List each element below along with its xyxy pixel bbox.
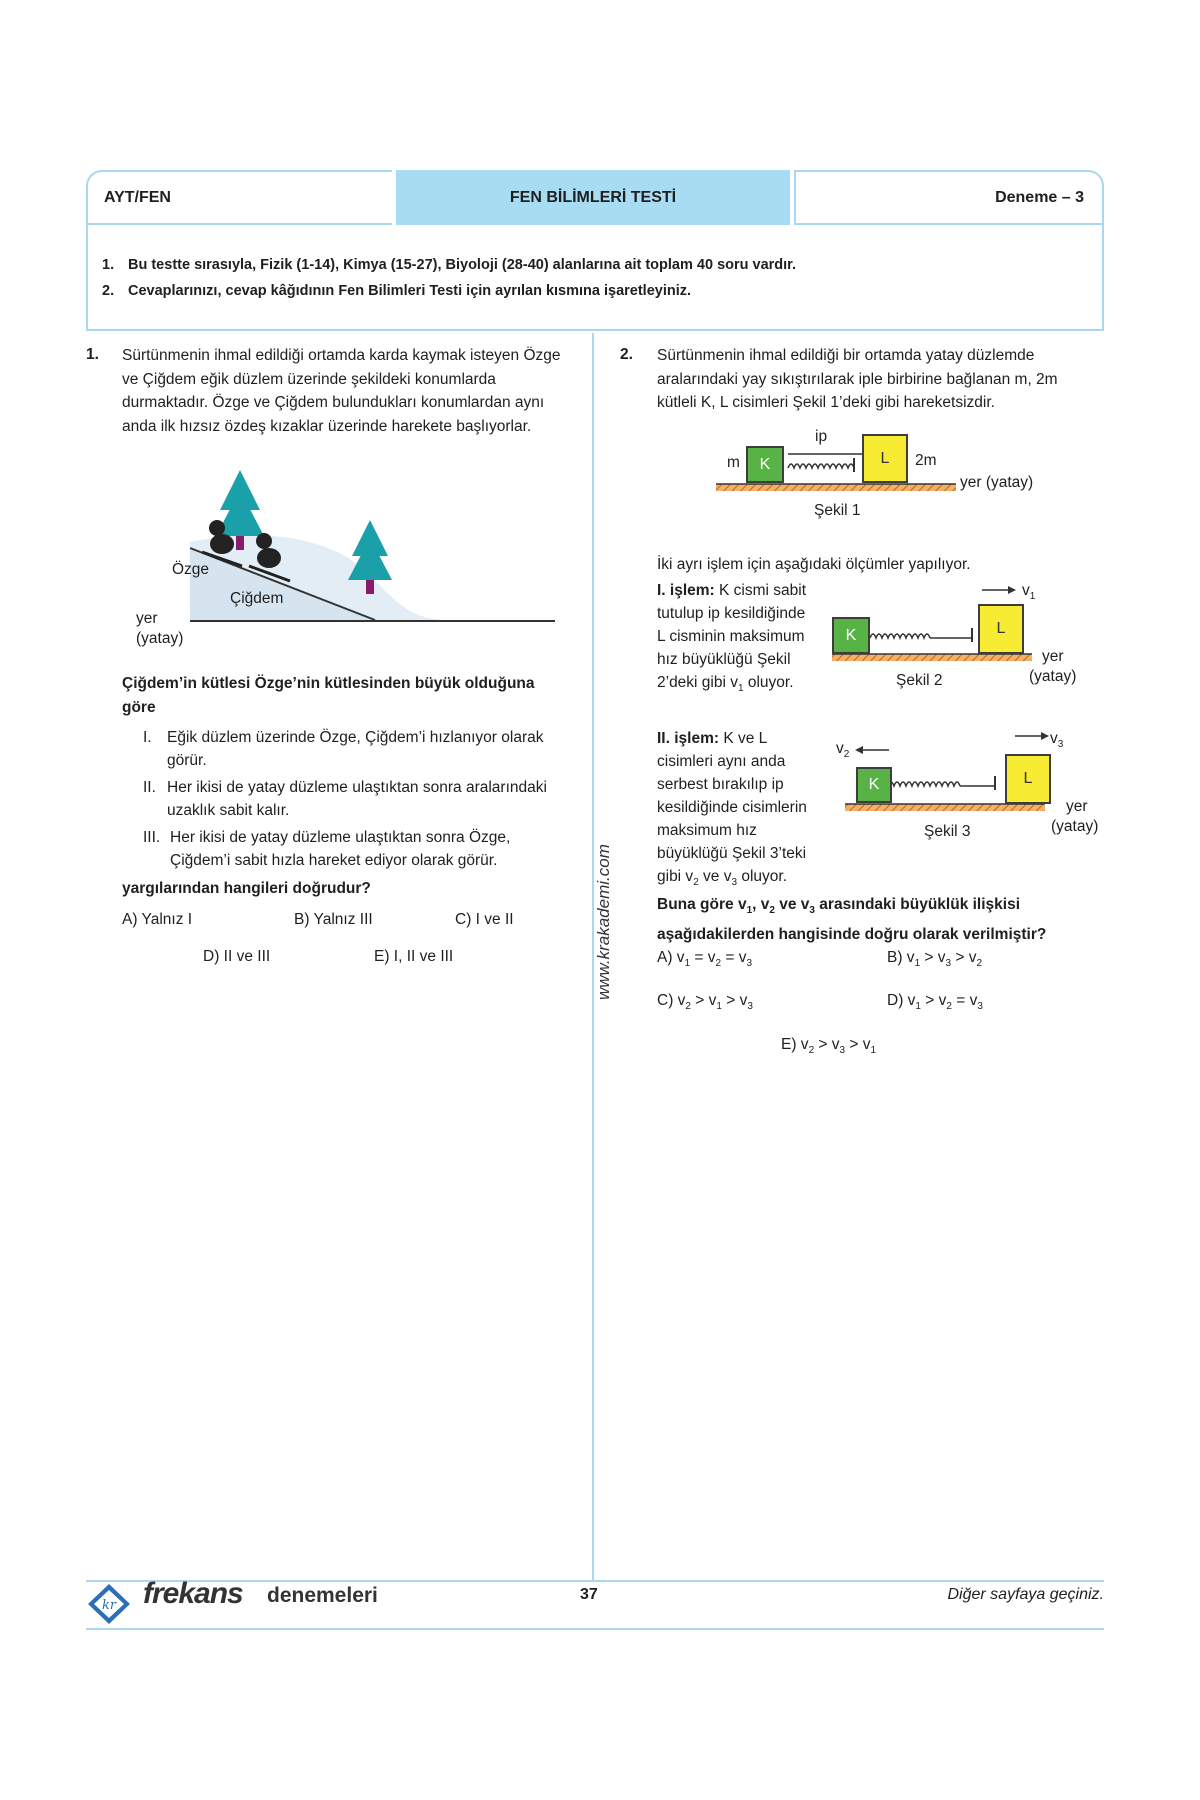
step-2-line: cisimleri aynı anda	[657, 753, 786, 770]
step-2-line: kesildiğinde cisimlerin	[657, 799, 807, 816]
subscript: 1	[716, 1001, 722, 1013]
instruction-text: Cevaplarınızı, cevap kâğıdının Fen Bilimleri Testi için ayrılan kısmına işaretleyiniz.	[128, 283, 692, 299]
option-d[interactable]: D) II ve III	[203, 948, 271, 965]
subscript: 1	[738, 683, 744, 695]
option-text: C) v	[657, 992, 686, 1009]
option-e[interactable]	[781, 1036, 876, 1056]
logo-mark-text: kr	[101, 1598, 117, 1613]
subscript: 2	[843, 749, 850, 761]
ground-label-horizontal: (yatay)	[1051, 818, 1099, 835]
step-1-line: oluyor.	[743, 674, 794, 691]
instruction-number: 1.	[102, 257, 115, 273]
step-2-line: ve v	[698, 868, 732, 885]
ask-text: aşağıdakilerden hangisinde doğru olarak verilmiştir?	[657, 925, 1047, 943]
ask-text: Buna göre v	[657, 896, 747, 913]
cigdem-label: Çiğdem	[230, 590, 284, 607]
subscript: 1	[870, 1045, 877, 1057]
step-1-line: hız büyüklüğü Şekil	[657, 651, 791, 668]
option-e[interactable]: E) I, II ve III	[374, 948, 454, 965]
instruction-item	[102, 252, 1102, 278]
step-1-line: L cisminin maksimum	[657, 628, 805, 645]
test-header	[86, 170, 1104, 225]
option-text: A) v	[657, 949, 685, 966]
block-l: L	[1005, 754, 1051, 804]
option-text: > v	[690, 992, 717, 1009]
option-a[interactable]: A) Yalnız I	[122, 911, 193, 928]
subscript: 2	[808, 1045, 815, 1057]
step-1-line: 2’deki gibi v	[657, 674, 738, 691]
step-2-line: serbest bırakılıp ip	[657, 776, 784, 793]
instruction-number: 2.	[102, 283, 115, 299]
question-1-text: Sürtünmenin ihmal edildiği ortamda karda kaymak isteyen Özge ve Çiğdem eğik düzlem üzerinde şekildeki konumlarda durmaktadır. Özge ve Çiğdem bulundukları konumlardan aynı anda ilk hızsız özdeş kızaklar üzerinde harekete başlıyorlar.	[122, 347, 561, 435]
subscript: 2	[946, 1001, 952, 1013]
header-exam-name: AYT/FEN	[86, 170, 392, 225]
option-text: > v	[721, 992, 748, 1009]
step-1-line: tutulup ip kesildiğinde	[657, 605, 806, 622]
statement-item	[143, 726, 563, 772]
ground-label: yer	[136, 610, 158, 627]
option-text: = v	[721, 949, 747, 966]
ground-label-horizontal: (yatay)	[136, 630, 184, 647]
figure-2-caption: Şekil 2	[896, 672, 943, 689]
velocity-symbol: v	[1050, 730, 1058, 747]
header-test-title: FEN BİLİMLERİ TESTİ	[396, 170, 790, 225]
statement-item	[143, 776, 563, 822]
option-b[interactable]	[887, 949, 982, 969]
subscript: 1	[915, 1001, 921, 1013]
instructions-box	[86, 224, 1104, 331]
instruction-text: Bu testte sırasıyla, Fizik (1-14), Kimya (15-27), Biyoloji (28-40) alanlarına ait toplam 40 soru vardır.	[128, 257, 797, 273]
subscript: 3	[809, 905, 815, 917]
footer-bottom-rule	[86, 1628, 1104, 1630]
statement-number: II.	[143, 779, 156, 796]
step-2-line: K ve L	[723, 730, 768, 747]
ask-text: ve v	[774, 896, 810, 913]
option-b[interactable]: B) Yalnız III	[294, 911, 373, 928]
brand-subtitle: denemeleri	[267, 1584, 378, 1607]
ground-label-horizontal: (yatay)	[1029, 668, 1077, 685]
ground-label: yer (yatay)	[960, 474, 1034, 491]
figure-1-caption: Şekil 1	[814, 502, 861, 519]
string-label: ip	[815, 428, 828, 445]
question-1-prompt: Çiğdem’in kütlesi Özge’nin kütlesinden büyük olduğuna göre	[122, 675, 535, 716]
ask-text: arasındaki büyüklük ilişkisi	[814, 896, 1021, 913]
subscript: 2	[685, 1001, 691, 1013]
option-text: > v	[920, 992, 947, 1009]
subscript: 3	[839, 1045, 846, 1057]
step-2-line: oluyor.	[737, 868, 788, 885]
statement-text: Her ikisi de yatay düzleme ulaştıktan sonra aralarındaki uzaklık sabit kalır.	[167, 779, 547, 819]
next-page-note: Diğer sayfaya geçiniz.	[947, 1586, 1104, 1603]
subscript: 1	[746, 905, 753, 917]
subscript: 1	[1029, 591, 1036, 603]
step-2-line: maksimum hız	[657, 822, 757, 839]
ground-label: yer	[1066, 798, 1088, 815]
option-text: D) v	[887, 992, 916, 1009]
mass-m-label: m	[727, 454, 740, 471]
option-text: > v	[951, 949, 977, 966]
step-2-text	[657, 727, 837, 894]
step-2-line: gibi v	[657, 868, 694, 885]
block-k: K	[856, 767, 892, 803]
option-c[interactable]: C) I ve II	[455, 911, 514, 928]
brand-name: frekans	[143, 1577, 243, 1610]
ask-text: , v	[752, 896, 770, 913]
velocity-symbol: v	[1022, 582, 1030, 599]
subscript: 3	[977, 1001, 983, 1013]
step-1-line: K cismi sabit	[719, 582, 807, 599]
subscript: 3	[747, 1001, 753, 1013]
statement-number: III.	[143, 829, 161, 846]
option-text: E) v	[781, 1036, 809, 1053]
instruction-item	[102, 278, 1102, 304]
subscript: 1	[684, 958, 691, 970]
ground-label: yer	[1042, 648, 1064, 665]
block-k: K	[832, 617, 870, 654]
velocity-v1-label	[1022, 582, 1035, 602]
block-k: K	[746, 446, 784, 483]
step-2-line: büyüklüğü Şekil 3’teki	[657, 845, 807, 862]
block-l: L	[862, 434, 908, 483]
subscript: 3	[731, 877, 738, 889]
velocity-symbol: v	[836, 740, 844, 757]
subscript: 2	[976, 958, 983, 970]
question-2-text: Sürtünmenin ihmal edildiği bir ortamda yatay düzlemde aralarındaki yay sıkıştırılarak iple birbirine bağlanan m, 2m kütleli K, L cisimleri Şekil 1’deki gibi hareketsizdir.	[657, 347, 1058, 411]
question-1-ask: yargılarından hangileri doğrudur?	[122, 880, 371, 897]
option-text: > v	[814, 1036, 840, 1053]
header-exam-number: Deneme – 3	[794, 170, 1104, 225]
statement-text: Her ikisi de yatay düzleme ulaştıktan sonra Özge, Çiğdem’i sabit hızla hareket ediyor olarak görür.	[170, 829, 511, 869]
option-d[interactable]	[887, 992, 983, 1012]
block-l: L	[978, 604, 1024, 654]
option-a[interactable]	[657, 949, 752, 969]
ozge-label: Özge	[172, 561, 210, 578]
option-text: B) v	[887, 949, 915, 966]
question-2-number: 2.	[620, 346, 633, 363]
velocity-v3-label	[1050, 730, 1063, 750]
statement-text: Eğik düzlem üzerinde Özge, Çiğdem’i hızlanıyor olarak görür.	[167, 729, 544, 769]
option-c[interactable]	[657, 992, 753, 1012]
step-2-title: II. işlem:	[657, 730, 720, 747]
statement-item	[143, 826, 563, 872]
question-2-ask	[657, 893, 1097, 946]
step-1-title: I. işlem:	[657, 582, 715, 599]
statement-number: I.	[143, 729, 152, 746]
option-text: = v	[690, 949, 716, 966]
publisher-logo-icon	[86, 1582, 132, 1626]
mass-2m-label: 2m	[915, 452, 937, 469]
subscript: 2	[693, 877, 699, 889]
page-number: 37	[580, 1586, 598, 1603]
option-text: = v	[951, 992, 978, 1009]
subscript: 3	[746, 958, 753, 970]
option-text: > v	[920, 949, 946, 966]
measurements-intro: İki ayrı işlem için aşağıdaki ölçümler yapılıyor.	[657, 556, 971, 573]
question-1-number: 1.	[86, 346, 99, 363]
watermark-url: www.krakademi.com	[594, 844, 613, 1000]
option-text: > v	[845, 1036, 871, 1053]
subscript: 1	[914, 958, 921, 970]
subscript: 2	[715, 958, 722, 970]
velocity-v2-label	[836, 740, 849, 760]
subscript: 3	[945, 958, 952, 970]
step-1-text	[657, 579, 837, 700]
figure-3-caption: Şekil 3	[924, 823, 971, 840]
subscript: 3	[1057, 739, 1064, 751]
subscript: 2	[769, 905, 775, 917]
